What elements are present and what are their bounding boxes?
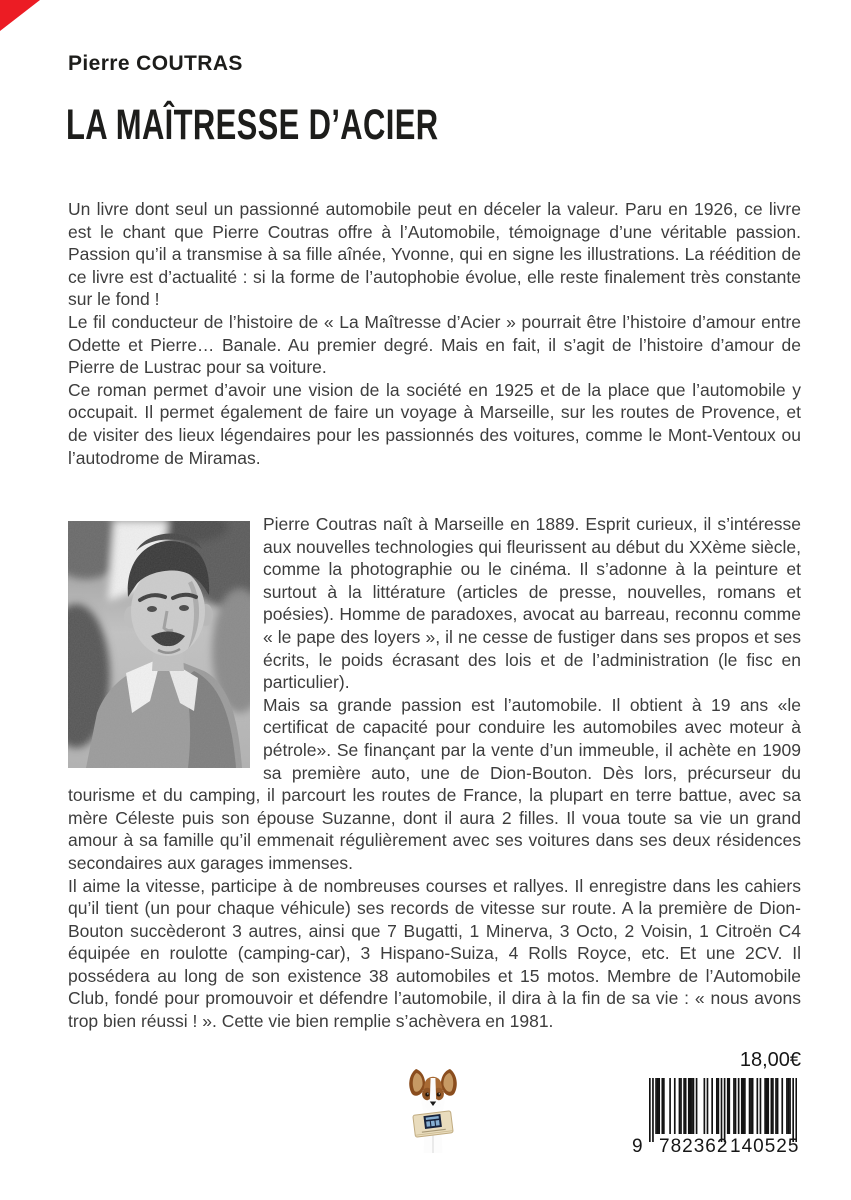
biography-paragraph: Pierre Coutras naît à Marseille en 1889. Esprit curieux, il s’intéresse aux nouvelles technologies qui fleurissent au début du XXème siècle, comme la photographie ou le cinéma. Il s’adonne à la peinture et surtout à la littérature (articles de presse, nouvelles, romans et poésies). Homme de paradoxes, avocat au barreau, reconnu comme « le pape des loyers », il ne cesse de fustiger dans ses propos et ses écrits, le poids écrasant des lois et de l’administration (le fisc en particulier). <box>263 514 801 693</box>
book-title: LA MAÎTRESSE D’ACIER <box>66 101 439 149</box>
biography-paragraph: Mais sa grande passion est l’automobile. Il obtient à 19 ans «le certificat de capacité pour conduire les automobiles avec moteur à pétrole». Se finançant par la vente d’un immeuble, il achète en 1909 sa première auto, une de Dion-Bouton. Dès lors, précurseur du tourisme et du camping, il parcourt les routes de France, la plupart en terre battue, avec sa mère Céleste puis son épouse Suzanne, dont il aura 2 filles. Il voua toute sa vie un grand amour à sa famille qu’il emmenait régulièrement avec ses voitures dans ses deux résidences secondaires aux garages immenses. <box>68 694 801 873</box>
barcode-right-group: 140525 <box>730 1136 800 1157</box>
ean13-barcode <box>649 1078 797 1142</box>
corner-accent-triangle <box>0 0 40 31</box>
barcode-left-group: 782362 <box>659 1136 729 1157</box>
synopsis-block <box>68 198 801 469</box>
author-name: Pierre COUTRAS <box>68 52 243 75</box>
synopsis-paragraph: Ce roman permet d’avoir une vision de la société en 1925 et de la place que l’automobile y occupait. Il permet également de faire un voyage à Marseille, sur les routes de Provence, et de visiter des lieux légendaires pour les passionnés des voitures, comme le Mont-Ventoux ou l’autodrome de Miramas. <box>68 379 801 468</box>
portrait-photo <box>68 521 250 768</box>
biography-block <box>68 513 801 1033</box>
publisher-dog-logo <box>402 1067 464 1153</box>
synopsis-paragraph: Le fil conducteur de l’histoire de « La Maîtresse d’Acier » pourrait être l’histoire d’amour entre Odette et Pierre… Banale. Au premier degré. Mais en fait, il s’agit de l’histoire d’amour de Pierre de Lustrac pour sa voiture. <box>68 311 801 378</box>
price-label: 18,00€ <box>739 1049 801 1071</box>
synopsis-paragraph: Un livre dont seul un passionné automobile peut en déceler la valeur. Paru en 1926, ce livre est le chant que Pierre Coutras offre à l’Automobile, témoignage d’une véritable passion. Passion qu’il a transmise à sa fille aînée, Yvonne, qui en signe les illustrations. La réédition de ce livre est d’actualité : si la forme de l’autophobie évolue, elle reste finalement très constante sur le fond ! <box>68 199 801 310</box>
biography-paragraph: Il aime la vitesse, participe à de nombreuses courses et rallyes. Il enregistre dans les cahiers qu’il tient (un pour chaque véhicule) ses records de vitesse sur route. A la première de Dion-Bouton succèderont 3 autres, ainsi que 7 Bugatti, 1 Minerva, 3 Octo, 2 Voisin, 1 Citroën C4 équipée en roulotte (camping-car), 3 Hispano-Suiza, 4 Rolls Royce, etc. Et une 2CV. Il possédera au long de son existence 38 automobiles et 15 motos. Membre de l’Automobile Club, fondé pour promouvoir et défendre l’automobile, il dira à la fin de sa vie : « nous avons trop bien réussi ! ». Cette vie bien remplie s’achèvera en 1981. <box>68 875 801 1032</box>
barcode-lead-digit: 9 <box>632 1136 643 1157</box>
